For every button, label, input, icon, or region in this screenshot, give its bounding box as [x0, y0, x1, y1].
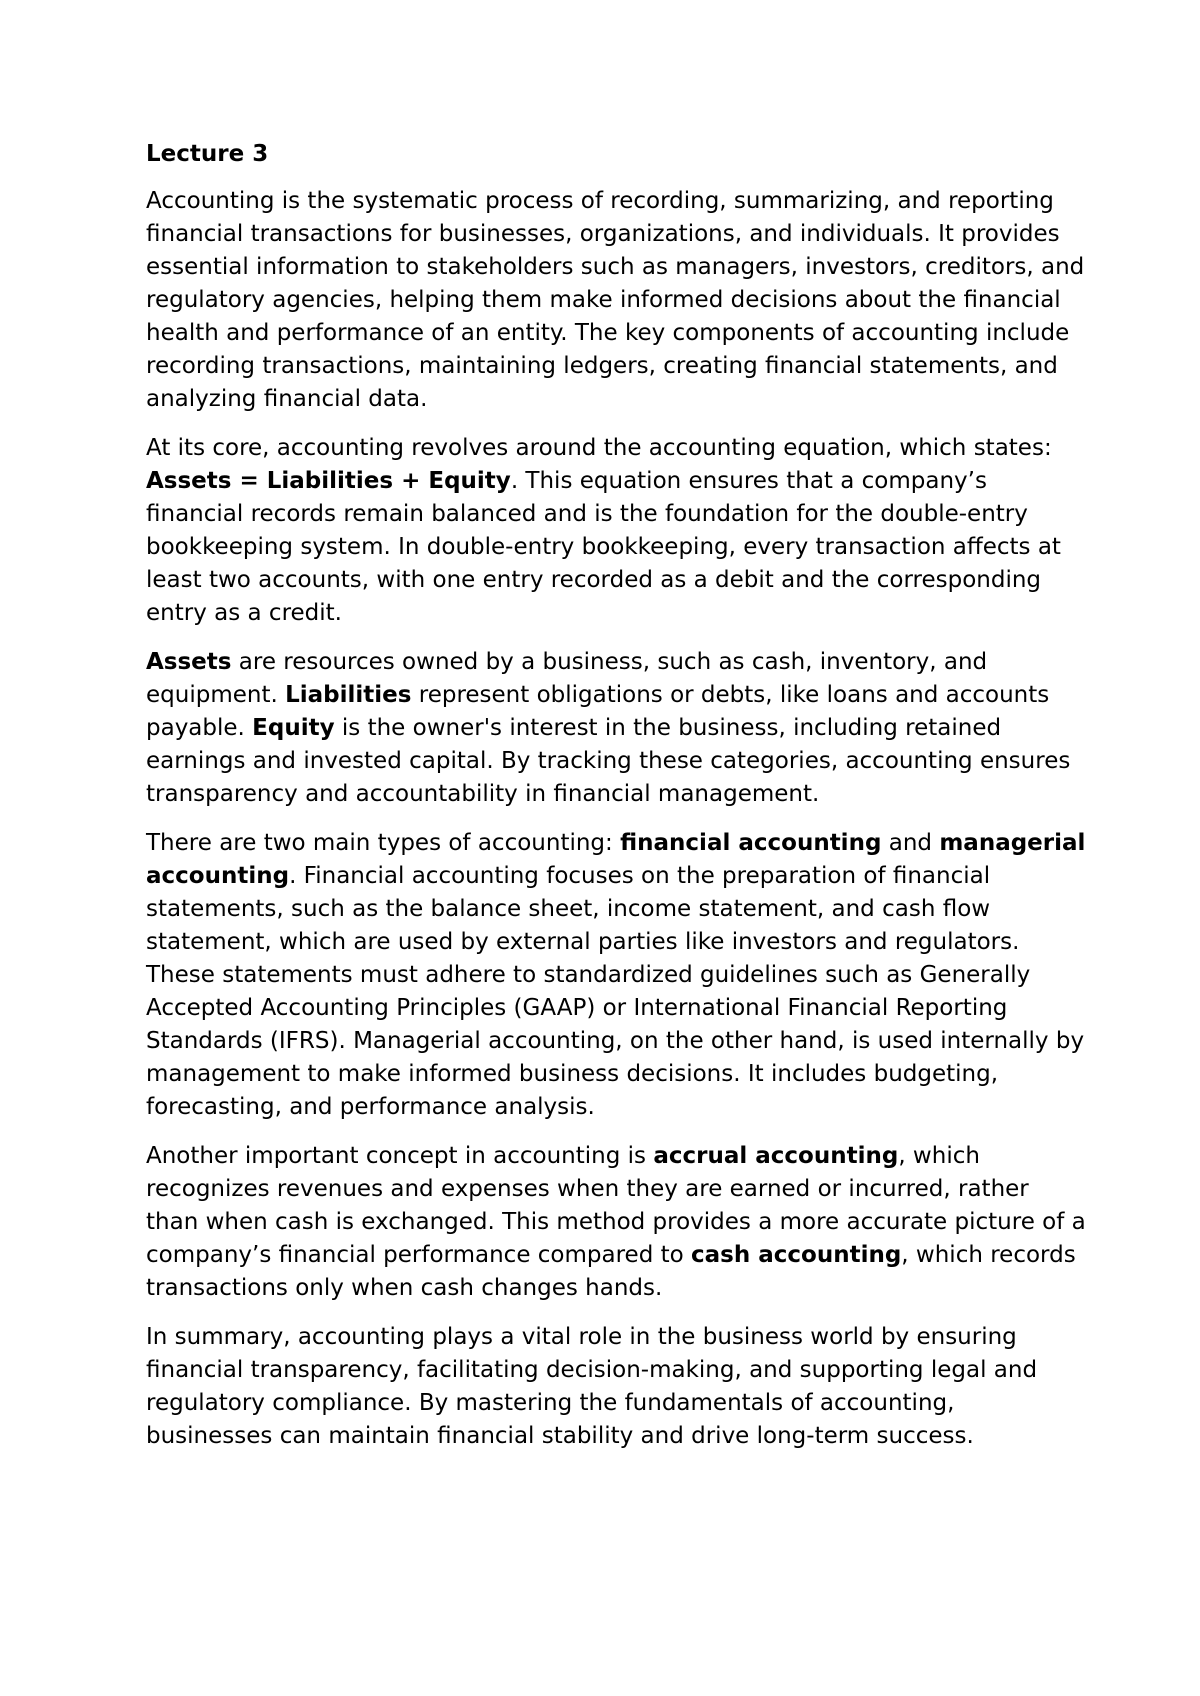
paragraph-equation — [146, 432, 1086, 630]
paragraph-types-text-2: and — [881, 830, 940, 856]
term-assets: Assets — [146, 649, 232, 675]
term-accrual-accounting: accrual accounting — [653, 1143, 899, 1169]
paragraph-categories — [146, 646, 1086, 811]
paragraph-accrual-text-2: , which recognizes revenues and expenses when they are earned or incurred, rather than when cash is exchanged. This method provides a more accurate picture of a company’s financial performance compared to — [146, 1143, 1086, 1268]
paragraph-categories-text-1: are resources owned by a business, such as cash, inventory, and equipment. — [146, 649, 988, 708]
paragraph-equation-text-2: . This equation ensures that a company’s financial records remain balanced and is the foundation for the double-entry bookkeeping system. In double-entry bookkeeping, every transaction affects at least two accounts, with one entry recorded as a debit and the corresponding entry as a credit. — [146, 468, 1061, 626]
paragraph-categories-text-2: represent obligations or debts, like loans and accounts payable. — [146, 682, 1050, 741]
term-cash-accounting: cash accounting — [691, 1242, 902, 1268]
term-financial-accounting: financial accounting — [620, 830, 882, 856]
lecture-title: Lecture 3 — [146, 141, 269, 167]
paragraph-accrual — [146, 1140, 1086, 1305]
paragraph-accrual-text-3: , which records transactions only when cash changes hands. — [146, 1242, 1076, 1301]
paragraph-types-text-3: . Financial accounting focuses on the preparation of financial statements, such as the balance sheet, income statement, and cash flow statement, which are used by external parties like investors and regulators. These statements must adhere to standardized guidelines such as Generally Accepted Accounting Principles (GAAP) or International Financial Reporting Standards (IFRS). Managerial accounting, on the other hand, is used internally by management to make informed business decisions. It includes budgeting, forecasting, and performance analysis. — [146, 863, 1085, 1120]
equation-bold: Assets = Liabilities + Equity — [146, 468, 511, 494]
paragraph-accrual-text-1: Another important concept in accounting is — [146, 1143, 654, 1169]
paragraph-summary: In summary, accounting plays a vital role in the business world by ensuring financial transparency, facilitating decision-making, and supporting legal and regulatory compliance. By mastering the fundamentals of accounting, businesses can maintain financial stability and drive long-term success. — [146, 1324, 1038, 1449]
paragraph-types-text-1: There are two main types of accounting: — [146, 830, 621, 856]
term-liabilities: Liabilities — [285, 682, 412, 708]
term-equity: Equity — [252, 715, 335, 741]
paragraph-equation-text-1: At its core, accounting revolves around the accounting equation, which states: — [146, 435, 1052, 461]
paragraph-categories-text-3: is the owner's interest in the business, including retained earnings and invested capital. By tracking these categories, accounting ensures transparency and accountability in financial management. — [146, 715, 1071, 807]
term-managerial-accounting: managerial accounting — [146, 830, 1086, 889]
paragraph-types — [146, 827, 1086, 1124]
document-page — [146, 138, 1086, 1469]
paragraph-intro: Accounting is the systematic process of recording, summarizing, and reporting financial transactions for businesses, organizations, and individuals. It provides essential information to stakeholders such as managers, investors, creditors, and regulatory agencies, helping them make informed decisions about the financial health and performance of an entity. The key components of accounting include recording transactions, maintaining ledgers, creating financial statements, and analyzing financial data. — [146, 188, 1085, 412]
